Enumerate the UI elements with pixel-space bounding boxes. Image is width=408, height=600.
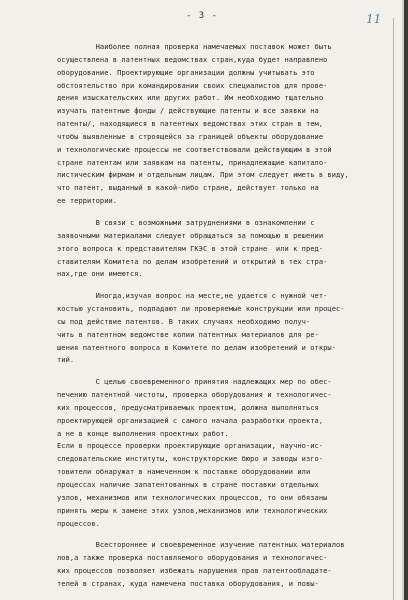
text-line: принять меры к замене этих узлов,механизмов или технологических <box>57 505 328 515</box>
scan-border <box>404 0 408 600</box>
text-line: Всестороннее и своевременное изучение патентных материалов <box>57 540 345 550</box>
text-line: ких процессов, предусматриваемых проектом, должна выполняться <box>57 402 319 412</box>
text-line: что патент, выданный в какой-либо стране, действует только на <box>57 183 319 193</box>
text-line: узлов, механизмов или технологических процессов, то они обязаны <box>57 492 328 502</box>
text-line: нах,где они имеются. <box>57 269 143 279</box>
page-edge-line <box>393 18 394 600</box>
text-line: товители обнаружат в намеченном к поставке оборудовании или <box>57 467 311 477</box>
text-line: а не в конце выполнения проектных работ. <box>57 428 229 438</box>
document-body <box>57 41 393 600</box>
text-line: стране патентам или заявкам на патенты, принадлежащие капитало- <box>57 157 328 167</box>
paragraph <box>57 376 393 530</box>
text-line: проектирующей организацией с самого начала разработки проекта, <box>57 415 324 425</box>
text-line: телей в странах, куда намечена поставка оборудования, и повы- <box>57 578 319 588</box>
text-line: тий. <box>57 355 75 365</box>
text-line: чить в патентном ведомстве копии патентных материалов для ре- <box>57 329 319 339</box>
text-line: ее территории. <box>57 196 118 206</box>
text-line: листическим фирмам и отдельным лицам. При этом следует иметь в виду, <box>57 170 349 180</box>
text-line: чтобы выявленные в строящейся за границей объекты оборудование <box>57 131 324 141</box>
paragraph <box>57 539 393 590</box>
text-line: шения патентного вопроса в Комитете по делам изобретений и откры- <box>57 342 337 352</box>
text-line: В связи с возможными затруднениями в ознакомлении с <box>57 217 315 227</box>
text-line: осуществлена в патентных ведомствах стран,куда будет направлено <box>57 54 328 64</box>
paragraph <box>57 217 393 281</box>
handwritten-folio-number: 11 <box>366 12 382 26</box>
text-line: Наиболее полная проверка намечаемых поставок может быть <box>57 42 332 51</box>
text-line: изучать патентные фонды / действующие патенты и все заявки на <box>57 106 319 116</box>
page-number: - 3 - <box>185 11 219 21</box>
text-line: Иногда,изучая вопрос на месте,не удается с нужной чет- <box>57 291 328 301</box>
text-line: процессах наличие запатентованных в стране поставки отдельных <box>57 480 319 489</box>
paragraph <box>57 41 393 208</box>
text-line: С целью своевременного принятия надлежащих мер по обес- <box>57 377 332 387</box>
text-line: заявочными материалами следует обращаться за помощью в решении <box>57 230 324 240</box>
text-line: и технологические процессы не соответствовали действующим в этой <box>57 144 332 154</box>
paragraph <box>57 290 393 367</box>
text-line: лов,а также проверка поставляемого оборудования и технологичес- <box>57 553 328 563</box>
text-line: сы под действие патентов. В таких случаях необходимо получ- <box>57 316 311 326</box>
text-line: дения изыскательских или других работ. Им необходимо тщательно <box>57 93 324 103</box>
text-line: следовательские институты, конструкторские бюро и заводы изго- <box>57 454 324 464</box>
text-line: Если в процессе проверки проектирующие организации, научно-ис- <box>57 441 324 451</box>
text-line: этого вопроса к представителям ГКЭС в этой стране или к пред- <box>57 243 324 253</box>
text-line: ких процессов позволяет избежать нарушения прав патентообладате- <box>57 566 332 576</box>
text-line: обстоятельство при командировании своих специалистов для прове- <box>57 80 328 90</box>
text-line: ставителям Комитета по делам изобретений и открытий в тех стра- <box>57 256 328 266</box>
text-line: процессов. <box>57 518 100 528</box>
text-line: патенты/, находящиеся в патентных ведомствах этих стран в тем, <box>57 119 324 129</box>
text-line: печению патентной чистоты, проверка оборудования и технологичес- <box>57 390 332 400</box>
text-line: оборудование. Проектирующие организации должны учитывать это <box>57 67 315 77</box>
text-line: костью установить, подпадают ли проверяемые конструкции или процес- <box>57 304 345 314</box>
